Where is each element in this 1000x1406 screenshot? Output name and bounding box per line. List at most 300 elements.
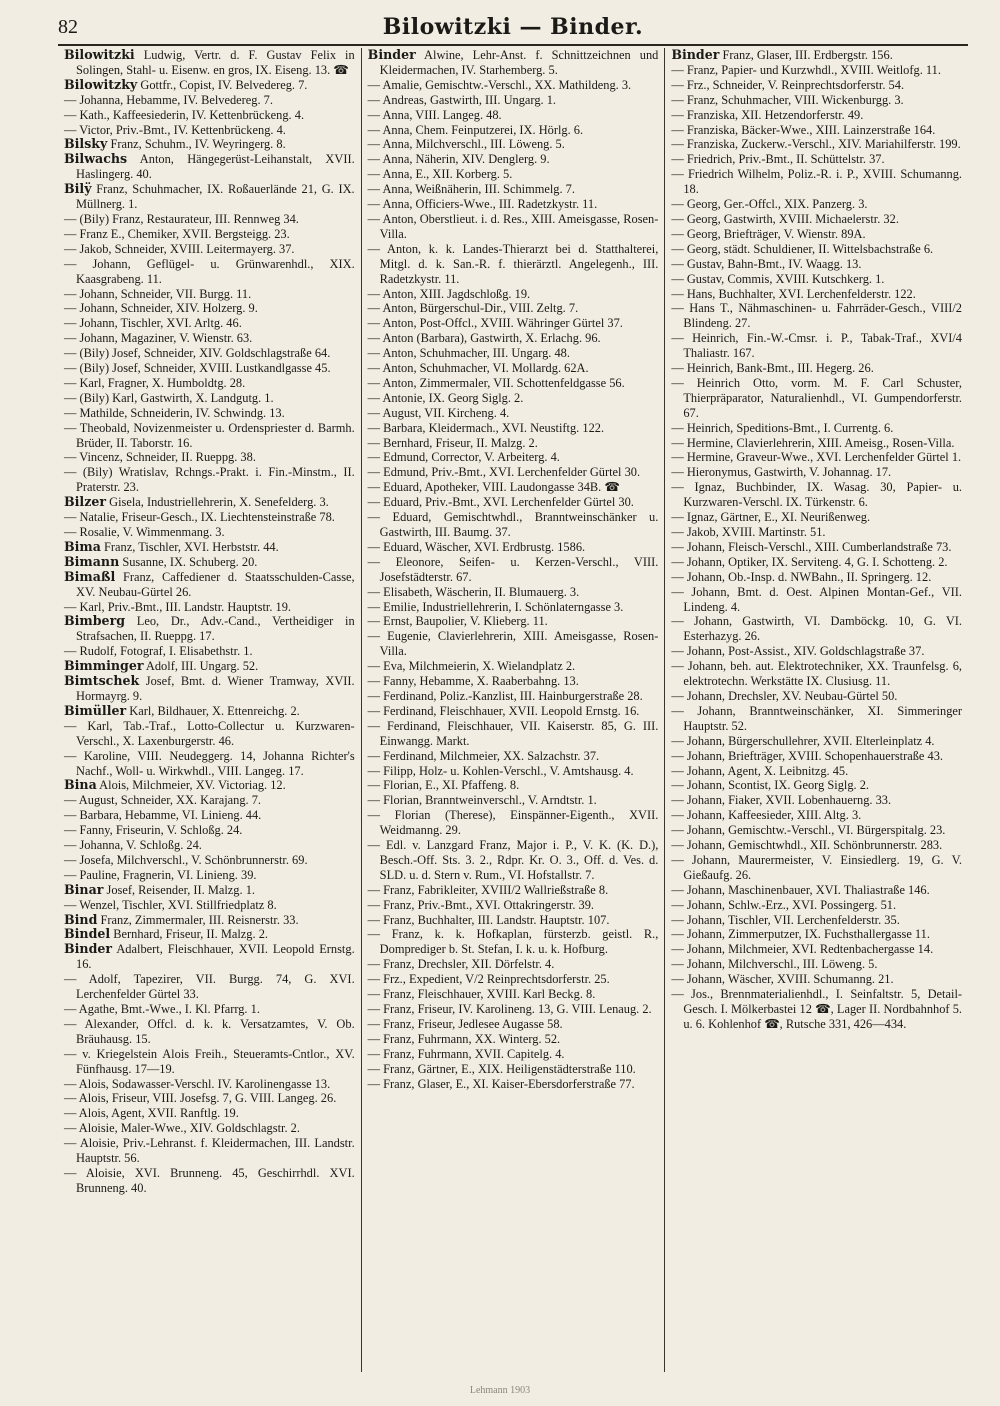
entry-text: — Johann, Kaffeesieder, XIII. Altg. 3.	[671, 808, 862, 823]
directory-entry	[368, 287, 659, 302]
entry-text: Franz, Zimmermaler, III. Reisnerstr. 33.	[100, 912, 299, 927]
entry-text: — Johann, Wäscher, XVIII. Schumanng. 21.	[671, 972, 894, 987]
entry-text: — (Bily) Karl, Gastwirth, X. Landgutg. 1.	[64, 390, 274, 405]
entry-text: — Victor, Priv.-Bmt., IV. Kettenbrückeng. 4.	[64, 122, 286, 137]
entry-text: — Anton (Barbara), Gastwirth, X. Erlachg. 96.	[367, 331, 601, 346]
directory-entry	[64, 674, 355, 704]
directory-entry	[671, 838, 962, 853]
entry-text: — Edmund, Priv.-Bmt., XVI. Lerchenfelder Gürtel 30.	[367, 465, 641, 480]
entry-text: — Hieronymus, Gastwirth, V. Johannag. 17.	[671, 465, 892, 480]
directory-entry	[671, 361, 962, 376]
directory-entry	[671, 689, 962, 704]
directory-entry	[671, 525, 962, 540]
directory-entry	[671, 123, 962, 138]
directory-entry	[671, 644, 962, 659]
directory-entry	[368, 182, 659, 197]
surname-heading: Bina	[64, 777, 97, 793]
directory-entry	[64, 257, 355, 287]
directory-entry	[64, 1091, 355, 1106]
directory-entry	[64, 555, 355, 570]
directory-entry	[368, 465, 659, 480]
directory-entry	[368, 137, 659, 152]
directory-entry	[671, 272, 962, 287]
entry-text: Bernhard, Friseur, II. Malzg. 2.	[113, 927, 268, 942]
entry-text: — Edl. v. Lanzgard Franz, Major i. P., V. K. (K. D.), Besch.-Off. Sts. 3. 2., Rdpr. Kr. O. 3., Off. d. Ves. d. SLD. u. d. Stern v. Rum., VI. Hofstallstr. 7.	[367, 838, 659, 882]
directory-entry	[64, 659, 355, 674]
entry-text: — Franziska, Bäcker-Wwe., XIII. Lainzerstraße 164.	[671, 122, 936, 137]
directory-entry	[368, 301, 659, 316]
directory-entry	[368, 1047, 659, 1062]
entry-text: — Gustav, Bahn-Bmt., IV. Waagg. 13.	[671, 256, 862, 271]
entry-text: — Eduard, Apotheker, VIII. Laudongasse 34B. ☎	[367, 480, 620, 495]
entry-text: — Jakob, XVIII. Martinstr. 51.	[671, 525, 826, 539]
entry-text: — Georg, städt. Schuldiener, II. Wittelsbachstraße 6.	[671, 241, 934, 256]
directory-entry	[368, 78, 659, 93]
directory-entry	[64, 123, 355, 138]
directory-entry	[368, 1017, 659, 1032]
directory-entry	[368, 436, 659, 451]
entry-text: — Heinrich, Fin.-W.-Cmsr. i. P., Tabak-Traf., XVI/4 Thaliastr. 167.	[671, 331, 963, 361]
directory-entry	[64, 421, 355, 451]
directory-entry	[368, 361, 659, 376]
surname-heading: Bilowitzki	[64, 48, 135, 62]
entry-text: Josef, Reisender, II. Malzg. 1.	[106, 882, 255, 897]
entry-text: — Franz, k. k. Hofkaplan, fürsterzb. geistl. R., Domprediger b. St. Stefan, I. k. u. k. Hofburg.	[367, 927, 659, 957]
directory-entry	[368, 704, 659, 719]
directory-entry	[671, 510, 962, 525]
entry-text: — Frz., Schneider, V. Reinprechtsdorferstr. 54.	[671, 77, 905, 92]
directory-entry	[368, 316, 659, 331]
entry-text: — Hermine, Graveur-Wwe., XVI. Lerchenfelder Gürtel 1.	[671, 450, 962, 465]
directory-entry	[368, 391, 659, 406]
entry-text: — Fanny, Friseurin, V. Schloßg. 24.	[64, 823, 243, 838]
entry-text: — Anton, Oberstlieut. i. d. Res., XIII. Ameisgasse, Rosen-Villa.	[367, 211, 659, 241]
entry-text: — Johann, Briefträger, XVIII. Schopenhauerstraße 43.	[671, 748, 944, 763]
entry-text: Adolf, III. Ungarg. 52.	[145, 659, 259, 674]
surname-heading: Bima	[64, 538, 101, 554]
entry-text: — August, Schneider, XX. Karajang. 7.	[64, 793, 262, 808]
directory-entry	[64, 1017, 355, 1047]
entry-text: — Anton, Zimmermaler, VII. Schottenfeldgasse 56.	[367, 375, 625, 390]
directory-entry	[368, 495, 659, 510]
directory-entry	[671, 972, 962, 987]
entry-text: — Johann, Milchmeier, XVI. Redtenbachergasse 14.	[671, 942, 934, 957]
entry-text: — Mathilde, Schneiderin, IV. Schwindg. 13.	[64, 405, 285, 420]
directory-entry	[64, 525, 355, 540]
entry-text: — Antonie, IX. Georg Siglg. 2.	[367, 390, 524, 405]
entry-text: — Johann, Milchverschl., III. Löweng. 5.	[671, 957, 878, 972]
entry-text: — Heinrich, Speditions-Bmt., I. Currentg. 6.	[671, 420, 894, 435]
surname-heading: Bindel	[64, 926, 111, 942]
directory-entry	[64, 853, 355, 868]
directory-entry	[64, 465, 355, 495]
entry-text: — Josefa, Milchverschl., V. Schönbrunnerstr. 69.	[64, 852, 308, 867]
entry-text: — (Bily) Josef, Schneider, XIV. Goldschlagstraße 64.	[64, 346, 331, 361]
entry-text: — Johann, Gastwirth, VI. Damböckg. 10, G. VI. Esterhazyg. 26.	[671, 614, 963, 644]
entry-text: — Franz, Friseur, IV. Karolineng. 13, G. VIII. Lenaug. 2.	[367, 1002, 652, 1016]
directory-entry	[368, 778, 659, 793]
directory-entry	[671, 749, 962, 764]
entry-text: — Pauline, Fragnerin, VI. Linieng. 39.	[64, 867, 257, 882]
entry-text: — Johann, Branntweinschänker, XI. Simmeringer Hauptstr. 52.	[671, 703, 963, 733]
entry-text: — Anton, Post-Offcl., XVIII. Währinger Gürtel 37.	[367, 316, 623, 331]
entry-text: — Georg, Gastwirth, XVIII. Michaelerstr. 32.	[671, 211, 899, 226]
directory-entry	[368, 913, 659, 928]
surname-heading: Bilwachs	[64, 151, 128, 167]
entry-text: — Anna, Chem. Feinputzerei, IX. Hörlg. 6.	[367, 122, 584, 137]
directory-entry	[671, 570, 962, 585]
directory-entry	[64, 182, 355, 212]
directory-entry	[64, 1106, 355, 1121]
entry-text: — Johann, Tischler, VII. Lerchenfelderstr. 35.	[671, 912, 900, 927]
directory-entry	[368, 242, 659, 287]
directory-entry	[368, 152, 659, 167]
entry-text: — Johann, Maschinenbauer, XVI. Thaliastraße 146.	[671, 882, 930, 897]
directory-entry	[368, 659, 659, 674]
entry-text: — Franz E., Chemiker, XVII. Bergsteigg. 23.	[64, 226, 290, 241]
surname-heading: Bimberg	[64, 613, 126, 629]
directory-entry	[671, 555, 962, 570]
surname-heading: Binar	[64, 881, 104, 897]
surname-heading: Bilsky	[64, 136, 108, 152]
entry-text: — Franz, Glaser, E., XI. Kaiser-Ebersdorferstraße 77.	[367, 1076, 635, 1091]
directory-entry	[671, 793, 962, 808]
entry-text: — Georg, Ger.-Offcl., XIX. Panzerg. 3.	[671, 197, 868, 212]
directory-entry	[671, 421, 962, 436]
directory-entry	[368, 629, 659, 659]
entry-text: — Aloisie, Maler-Wwe., XIV. Goldschlagstr. 2.	[64, 1121, 300, 1136]
directory-entry	[64, 1121, 355, 1136]
directory-entry	[64, 361, 355, 376]
entry-text: — Heinrich, Bank-Bmt., III. Hegerg. 26.	[671, 361, 874, 376]
directory-entry	[368, 48, 659, 78]
directory-entry	[368, 1077, 659, 1092]
entry-text: — Heinrich Otto, vorm. M. F. Carl Schuster, Thierpräparator, Naturalienhdl., VI. Gumpendorferstr. 67.	[671, 375, 963, 420]
directory-entry	[64, 1077, 355, 1092]
directory-entry	[368, 614, 659, 629]
directory-entry	[64, 1136, 355, 1166]
surname-heading: Bimüller	[64, 702, 127, 718]
directory-entry	[671, 704, 962, 734]
entry-text: Leo, Dr., Adv.-Cand., Vertheidiger in Strafsachen, II. Rueppg. 17.	[76, 614, 355, 644]
directory-entry	[671, 257, 962, 272]
directory-entry	[368, 197, 659, 212]
entry-text: — Bernhard, Friseur, II. Malzg. 2.	[367, 435, 538, 450]
directory-entry	[671, 63, 962, 78]
directory-entry	[64, 1047, 355, 1077]
entry-text: — Johanna, Hebamme, IV. Belvedereg. 7.	[64, 92, 273, 107]
entry-text: — Franz, Fuhrmann, XX. Winterg. 52.	[367, 1031, 561, 1046]
entry-text: — v. Kriegelstein Alois Freih., Steueramts-Cntlor., XV. Fünfhausg. 17—19.	[64, 1046, 355, 1076]
entry-text: — Johann, Fleisch-Verschl., XIII. Cumberlandstraße 73.	[671, 539, 952, 554]
entry-text: — Karl, Priv.-Bmt., III. Landstr. Hauptstr. 19.	[64, 599, 292, 614]
directory-entry	[64, 898, 355, 913]
directory-entry	[671, 764, 962, 779]
entry-text: — Andreas, Gastwirth, III. Ungarg. 1.	[367, 92, 557, 107]
entry-text: — Karl, Fragner, X. Humboldtg. 28.	[64, 375, 246, 390]
entry-text: — Johann, Tischler, XVI. Arltg. 46.	[64, 316, 242, 331]
directory-entry	[64, 570, 355, 600]
entry-text: — Jakob, Schneider, XVIII. Leitermayerg. 37.	[64, 241, 295, 256]
entry-text: — Edmund, Corrector, V. Arbeiterg. 4.	[367, 450, 560, 465]
directory-entry	[368, 376, 659, 391]
directory-entry	[671, 167, 962, 197]
entry-text: — Johann, Zimmerputzer, IX. Fuchsthallergasse 11.	[671, 927, 930, 942]
directory-entry	[64, 376, 355, 391]
surname-heading: Bimminger	[64, 658, 144, 674]
entry-text: — (Bily) Josef, Schneider, XVIII. Lustkandlgasse 45.	[64, 361, 331, 376]
column-left	[58, 48, 361, 1372]
running-title: Bilowitzki — Binder.	[382, 14, 644, 40]
entry-text: — Vincenz, Schneider, II. Rueppg. 38.	[64, 450, 256, 465]
entry-text: — Anna, Officiers-Wwe., III. Radetzkystr. 11.	[367, 197, 598, 212]
directory-entry	[368, 585, 659, 600]
entry-text: — Frz., Expedient, V/2 Reinprechtsdorferstr. 25.	[367, 972, 610, 987]
directory-entry	[64, 242, 355, 257]
entry-text: — Johann, Bmt. d. Oest. Alpinen Montan-Gef., VII. Lindeng. 4.	[671, 584, 963, 614]
columns-container	[58, 48, 968, 1372]
directory-entry	[671, 197, 962, 212]
entry-text: — Rudolf, Fotograf, I. Elisabethstr. 1.	[64, 644, 253, 659]
entry-text: — Anton, Bürgerschul-Dir., VIII. Zeltg. 7.	[367, 301, 579, 316]
directory-entry	[64, 152, 355, 182]
entry-text: Josef, Bmt. d. Wiener Tramway, XVII. Hormayrg. 9.	[76, 674, 355, 703]
entry-text: — Ferdinand, Fleischhauer, VII. Kaiserstr. 85, G. III. Einwangg. Markt.	[367, 718, 659, 748]
directory-entry	[64, 212, 355, 227]
directory-entry	[368, 450, 659, 465]
entry-text: — Friedrich, Priv.-Bmt., II. Schüttelstr. 37.	[671, 152, 885, 167]
entry-text: — (Bily) Franz, Restaurateur, III. Rennweg 34.	[64, 211, 299, 226]
directory-entry	[671, 137, 962, 152]
directory-entry	[368, 1062, 659, 1077]
entry-text: — Johann, Ob.-Insp. d. NWBahn., II. Springerg. 12.	[671, 569, 932, 584]
surname-heading: Binder	[671, 48, 720, 62]
entry-text: — Rosalie, V. Wimmenmang. 3.	[64, 525, 225, 539]
directory-entry	[64, 331, 355, 346]
directory-entry	[368, 540, 659, 555]
entry-text: Franz, Caffediener d. Staatsschulden-Casse, XV. Neubau-Gürtel 26.	[76, 569, 355, 599]
entry-text: — Anton, Schuhmacher, III. Ungarg. 48.	[367, 346, 570, 361]
entry-text: — Ignaz, Gärtner, E., XI. Neurißenweg.	[671, 510, 871, 525]
directory-entry	[671, 465, 962, 480]
directory-entry	[368, 972, 659, 987]
entry-text: — Franz, Gärtner, E., XIX. Heiligenstädterstraße 110.	[367, 1061, 636, 1076]
entry-text: — Alois, Agent, XVII. Ranftlg. 19.	[64, 1106, 239, 1121]
directory-entry	[64, 883, 355, 898]
entry-text: — Anna, Milchverschl., III. Löweng. 5.	[367, 137, 565, 152]
entry-text: — Kath., Kaffeesiederin, IV. Kettenbrückeng. 4.	[64, 107, 305, 122]
directory-entry	[368, 808, 659, 838]
entry-text: — Johann, Gemischtw.-Verschl., VI. Bürgerspitalg. 23.	[671, 823, 946, 838]
entry-text: — Johann, beh. aut. Elektrotechniker, XX. Traunfelsg. 6, elektrotechn. Werkstätte IX. Clusiusg. 11.	[671, 659, 963, 689]
directory-entry	[64, 749, 355, 779]
entry-text: Gisela, Industriellehrerin, X. Senefelderg. 3.	[109, 495, 329, 510]
directory-entry	[368, 764, 659, 779]
entry-text: — Ernst, Baupolier, V. Klieberg. 11.	[367, 614, 548, 629]
directory-entry	[671, 987, 962, 1032]
directory-entry	[368, 674, 659, 689]
entry-text: — Natalie, Friseur-Gesch., IX. Liechtensteinstraße 78.	[64, 510, 335, 525]
entry-text: — Franziska, XII. Hetzendorferstr. 49.	[671, 107, 864, 122]
directory-entry	[368, 689, 659, 704]
directory-entry	[671, 942, 962, 957]
entry-text: Franz, Glaser, III. Erdbergstr. 156.	[722, 48, 893, 62]
entry-text: Gottfr., Copist, IV. Belvedereg. 7.	[140, 77, 308, 92]
directory-entry	[64, 793, 355, 808]
directory-entry	[64, 93, 355, 108]
directory-entry	[671, 376, 962, 421]
directory-entry	[368, 167, 659, 182]
directory-entry	[64, 1002, 355, 1017]
directory-entry	[64, 301, 355, 316]
entry-text: — Johann, Post-Assist., XIV. Goldschlagstraße 37.	[671, 644, 925, 659]
entry-text: Susanne, IX. Schuberg. 20.	[122, 554, 258, 569]
entry-text: — Adolf, Tapezirer, VII. Burgg. 74, G. XVI. Lerchenfelder Gürtel 33.	[64, 972, 355, 1002]
directory-entry	[671, 778, 962, 793]
directory-entry	[64, 540, 355, 555]
directory-entry	[671, 480, 962, 510]
directory-entry	[368, 421, 659, 436]
directory-entry	[671, 823, 962, 838]
entry-text: — Filipp, Holz- u. Kohlen-Verschl., V. Amtshausg. 4.	[367, 763, 634, 778]
directory-entry	[64, 614, 355, 644]
entry-text: — Johann, Fiaker, XVII. Lobenhauerng. 33.	[671, 793, 892, 808]
entry-text: — Eva, Milchmeierin, X. Wielandplatz 2.	[367, 659, 576, 674]
entry-text: — Franz, Papier- und Kurzwhdl., XVIII. Weitlofg. 11.	[671, 62, 941, 77]
directory-entry	[64, 600, 355, 615]
directory-entry	[64, 406, 355, 421]
entry-text: Ludwig, Vertr. d. F. Gustav Felix in Solingen, Stahl- u. Eisenw. en gros, IX. Eiseng. 13. ☎	[76, 48, 355, 77]
directory-entry	[64, 808, 355, 823]
entry-text: Adalbert, Fleischhauer, XVII. Leopold Ernstg. 16.	[76, 942, 355, 972]
entry-text: — Eleonore, Seifen- u. Kerzen-Verschl., VIII. Josefstädterstr. 67.	[367, 554, 659, 584]
entry-text: — Barbara, Kleidermach., XVI. Neustiftg. 122.	[367, 420, 605, 435]
directory-entry	[671, 48, 962, 63]
entry-text: Karl, Bildhauer, X. Ettenreichg. 2.	[129, 703, 300, 718]
surname-heading: Bilÿ	[64, 181, 92, 197]
directory-entry	[671, 301, 962, 331]
surname-heading: Bimann	[64, 553, 120, 569]
directory-entry	[64, 838, 355, 853]
entry-text: — Ignaz, Buchbinder, IX. Wasag. 30, Papier- u. Kurzwaren-Verschl. IX. Türkenstr. 6.	[671, 480, 963, 510]
entry-text: — Aloisie, XVI. Brunneng. 45, Geschirrhdl. XVI. Brunneng. 40.	[64, 1165, 355, 1195]
entry-text: — Franz, Friseur, Jedlesee Augasse 58.	[367, 1016, 563, 1031]
directory-entry	[64, 719, 355, 749]
entry-text: — Johann, Drechsler, XV. Neubau-Gürtel 50.	[671, 688, 898, 703]
directory-entry	[64, 287, 355, 302]
entry-text: — Johann, Bürgerschullehrer, XVII. Elterleinplatz 4.	[671, 733, 935, 748]
directory-entry	[64, 108, 355, 123]
entry-text: — Agathe, Bmt.-Wwe., I. Kl. Pfarrg. 1.	[64, 1002, 260, 1016]
directory-entry	[64, 868, 355, 883]
entry-text: — Ferdinand, Milchmeier, XX. Salzachstr. 37.	[367, 748, 600, 763]
surname-heading: Bilzer	[64, 494, 107, 510]
directory-entry	[64, 137, 355, 152]
entry-text: — Anton, k. k. Landes-Thierarzt bei d. Statthalterei, Mitgl. d. k. San.-R. f. thierärztl. Angelegenh., III. Radetzkystr. 11.	[367, 241, 659, 286]
entry-text: — Eugenie, Clavierlehrerin, XIII. Ameisgasse, Rosen-Villa.	[367, 629, 659, 659]
entry-text: — Johann, Magaziner, V. Wienstr. 63.	[64, 331, 253, 346]
surname-heading: Bimtschek	[64, 673, 140, 689]
directory-entry	[671, 227, 962, 242]
entry-text: — Eduard, Wäscher, XVI. Erdbrustg. 1586.	[367, 539, 586, 554]
entry-text: — Johanna, V. Schloßg. 24.	[64, 838, 202, 853]
entry-text: — Friedrich Wilhelm, Poliz.-R. i. P., XVIII. Schumanng. 18.	[671, 167, 963, 197]
entry-text: — Theobald, Novizenmeister u. Ordenspriester d. Barmh. Brüder, II. Taborstr. 16.	[64, 420, 355, 450]
directory-entry	[64, 78, 355, 93]
entry-text: — Hermine, Clavierlehrerin, XIII. Ameisg., Rosen-Villa.	[671, 435, 955, 450]
directory-entry	[368, 1032, 659, 1047]
entry-text: — Amalie, Gemischtw.-Verschl., XX. Mathildeng. 3.	[367, 77, 632, 92]
entry-text: Franz, Schuhmacher, IX. Roßauerlände 21, G. IX. Müllnerg. 1.	[76, 182, 355, 212]
directory-entry	[64, 927, 355, 942]
directory-entry	[64, 391, 355, 406]
directory-entry	[368, 93, 659, 108]
entry-text: — Franz, Drechsler, XII. Dörfelstr. 4.	[367, 957, 555, 972]
directory-entry	[368, 123, 659, 138]
directory-entry	[64, 823, 355, 838]
directory-entry	[64, 942, 355, 972]
directory-entry	[368, 480, 659, 495]
entry-text: — (Bily) Wratislav, Rchngs.-Prakt. i. Fin.-Minstm., II. Praterstr. 23.	[64, 465, 355, 495]
directory-entry	[64, 644, 355, 659]
entry-text: — Karoline, VIII. Neudeggerg. 14, Johanna Richter's Nachf., Woll- u. Wirkwhdl., VIII. Langeg. 17.	[64, 748, 355, 778]
entry-text: Alois, Milchmeier, XV. Victoriag. 12.	[99, 778, 286, 793]
directory-entry	[671, 659, 962, 689]
entry-text: — Georg, Briefträger, V. Wienstr. 89A.	[671, 226, 866, 241]
entry-text: — Ferdinand, Poliz.-Kanzlist, III. Hainburgerstraße 28.	[367, 688, 643, 703]
entry-text: — Anton, Schuhmacher, VI. Mollardg. 62A.	[367, 361, 589, 376]
directory-entry	[671, 585, 962, 615]
entry-text: — Franz, Fuhrmann, XVII. Capitelg. 4.	[367, 1046, 565, 1061]
directory-entry	[368, 719, 659, 749]
entry-text: — Anna, Näherin, XIV. Denglerg. 9.	[367, 152, 550, 167]
entry-text: — Karl, Tab.-Traf., Lotto-Collectur u. Kurzwaren-Verschl., X. Laxenburgerstr. 46.	[64, 718, 355, 748]
directory-entry	[671, 78, 962, 93]
entry-text: — Jos., Brennmaterialienhdl., I. Seinfaltstr. 5, Detail-Gesch. I. Mölkerbastei 12 ☎, Lager II. Nordbahnhof 5. u. 6. Kohlenhof ☎, Rutsche 331, 426—434.	[671, 987, 963, 1031]
directory-entry	[64, 778, 355, 793]
directory-entry	[64, 704, 355, 719]
entry-text: — Johann, Maurermeister, V. Einsiedlerg. 19, G. V. Gießaufg. 26.	[671, 852, 963, 882]
entry-text: — Alexander, Offcl. d. k. k. Versatzamtes, V. Ob. Bräuhausg. 15.	[64, 1016, 355, 1046]
directory-entry	[368, 600, 659, 615]
directory-entry	[368, 838, 659, 883]
directory-entry	[671, 957, 962, 972]
entry-text: — Franz, Fabrikleiter, XVIII/2 Wallrießstraße 8.	[367, 882, 609, 897]
entry-text: — Hans, Buchhalter, XVI. Lerchenfelderstr. 122.	[671, 286, 916, 301]
entry-text: — Franz, Schuhmacher, VIII. Wickenburgg. 3.	[671, 92, 904, 107]
directory-entry	[64, 48, 355, 78]
directory-entry	[671, 212, 962, 227]
page-number: 82	[58, 16, 78, 38]
directory-entry	[64, 450, 355, 465]
directory-entry	[368, 331, 659, 346]
page-footer: Lehmann 1903	[469, 1385, 531, 1396]
directory-entry	[368, 406, 659, 421]
directory-entry	[671, 898, 962, 913]
directory-entry	[368, 927, 659, 957]
entry-text: — Anna, E., XII. Korberg. 5.	[367, 167, 513, 182]
directory-entry	[368, 987, 659, 1002]
entry-text: — Emilie, Industriellehrerin, I. Schönlaterngasse 3.	[367, 599, 624, 614]
entry-text: — Aloisie, Priv.-Lehranst. f. Kleidermachen, III. Landstr. Hauptstr. 56.	[64, 1136, 355, 1166]
entry-text: — Florian, E., XI. Pfaffeng. 8.	[367, 778, 520, 793]
header-rule	[58, 44, 968, 46]
entry-text: — Fanny, Hebamme, X. Raaberbahng. 13.	[367, 674, 579, 689]
entry-text: — Johann, Optiker, IX. Serviteng. 4, G. I. Schotteng. 2.	[671, 554, 948, 569]
entry-text: — Ferdinand, Fleischhauer, XVII. Leopold Ernstg. 16.	[367, 703, 640, 718]
directory-entry	[64, 1166, 355, 1196]
entry-text: — Eduard, Priv.-Bmt., XVI. Lerchenfelder Gürtel 30.	[367, 495, 634, 510]
